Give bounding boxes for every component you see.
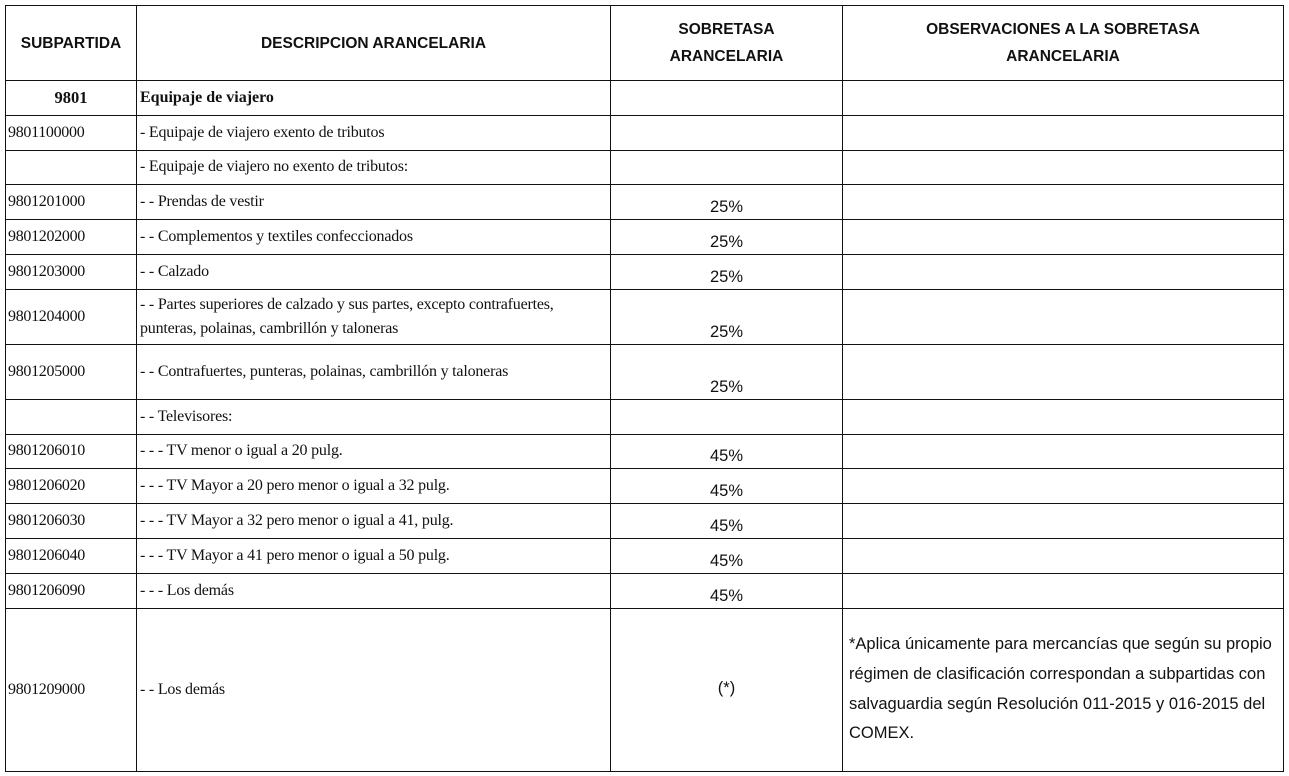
tariff-table [5, 5, 1284, 772]
header-descripcion: DESCRIPCION ARANCELARIA [137, 6, 611, 81]
row-code: 9801205000 [6, 344, 137, 399]
row-rate: 25% [611, 289, 843, 344]
row-observation [843, 434, 1284, 469]
row-code: 9801206030 [6, 504, 137, 539]
row-description: - - - TV menor o igual a 20 pulg. [137, 434, 611, 469]
table-row [6, 115, 1284, 150]
row-rate: 45% [611, 469, 843, 504]
row-description: - - - Los demás [137, 573, 611, 608]
heading-rate [611, 81, 843, 116]
row-rate: 45% [611, 573, 843, 608]
row-observation [843, 573, 1284, 608]
row-observation: *Aplica únicamente para mercancías que según su propio régimen de clasificación correspondan a subpartidas con salvaguardia según Resolución 011-2015 y 016-2015 del COMEX. [843, 608, 1284, 771]
row-rate: 25% [611, 344, 843, 399]
row-code: 9801206010 [6, 434, 137, 469]
row-description: - - Complementos y textiles confeccionados [137, 220, 611, 255]
row-rate: 25% [611, 185, 843, 220]
row-description: - - - TV Mayor a 32 pero menor o igual a 41, pulg. [137, 504, 611, 539]
header-sobretasa: SOBRETASA ARANCELARIA [611, 6, 843, 81]
row-observation [843, 185, 1284, 220]
table-row [6, 469, 1284, 504]
row-rate: 25% [611, 254, 843, 289]
row-description: - Equipaje de viajero exento de tributos [137, 115, 611, 150]
row-description: - - Contrafuertes, punteras, polainas, cambrillón y taloneras [137, 344, 611, 399]
header-subpartida: SUBPARTIDA [6, 6, 137, 81]
row-rate: (*) [611, 608, 843, 771]
row-observation [843, 504, 1284, 539]
row-rate [611, 115, 843, 150]
heading-row [6, 81, 1284, 116]
row-observation [843, 538, 1284, 573]
table-row [6, 399, 1284, 434]
row-description: - - Prendas de vestir [137, 185, 611, 220]
row-description: - - Los demás [137, 608, 611, 771]
row-code: 9801202000 [6, 220, 137, 255]
row-code: 9801206040 [6, 538, 137, 573]
table-row [6, 185, 1284, 220]
row-code: 9801209000 [6, 608, 137, 771]
table-row [6, 608, 1284, 771]
row-observation [843, 254, 1284, 289]
row-observation [843, 344, 1284, 399]
row-code: 9801204000 [6, 289, 137, 344]
row-rate: 45% [611, 504, 843, 539]
row-code [6, 150, 137, 185]
table-row [6, 573, 1284, 608]
row-description: - - Calzado [137, 254, 611, 289]
row-rate [611, 150, 843, 185]
row-code: 9801203000 [6, 254, 137, 289]
row-observation [843, 399, 1284, 434]
heading-observation [843, 81, 1284, 116]
row-code [6, 399, 137, 434]
heading-description: Equipaje de viajero [137, 81, 611, 116]
header-row [6, 6, 1284, 81]
row-code: 9801206020 [6, 469, 137, 504]
row-code: 9801201000 [6, 185, 137, 220]
table-row [6, 150, 1284, 185]
table-row [6, 254, 1284, 289]
row-observation [843, 150, 1284, 185]
row-rate [611, 399, 843, 434]
table-row [6, 538, 1284, 573]
header-observaciones: OBSERVACIONES A LA SOBRETASA ARANCELARIA [843, 6, 1284, 81]
table-row [6, 344, 1284, 399]
row-description: - - - TV Mayor a 41 pero menor o igual a 50 pulg. [137, 538, 611, 573]
table-row [6, 289, 1284, 344]
row-description: - - - TV Mayor a 20 pero menor o igual a 32 pulg. [137, 469, 611, 504]
row-observation [843, 220, 1284, 255]
row-rate: 45% [611, 538, 843, 573]
row-description: - - Televisores: [137, 399, 611, 434]
heading-code: 9801 [6, 81, 137, 116]
row-observation [843, 289, 1284, 344]
row-observation [843, 115, 1284, 150]
row-description: - - Partes superiores de calzado y sus partes, excepto contrafuertes, punteras, polainas, cambrillón y taloneras [137, 289, 611, 344]
row-rate: 25% [611, 220, 843, 255]
row-code: 9801100000 [6, 115, 137, 150]
row-code: 9801206090 [6, 573, 137, 608]
table-row [6, 504, 1284, 539]
row-rate: 45% [611, 434, 843, 469]
row-observation [843, 469, 1284, 504]
table-row [6, 434, 1284, 469]
table-row [6, 220, 1284, 255]
row-description: - Equipaje de viajero no exento de tributos: [137, 150, 611, 185]
